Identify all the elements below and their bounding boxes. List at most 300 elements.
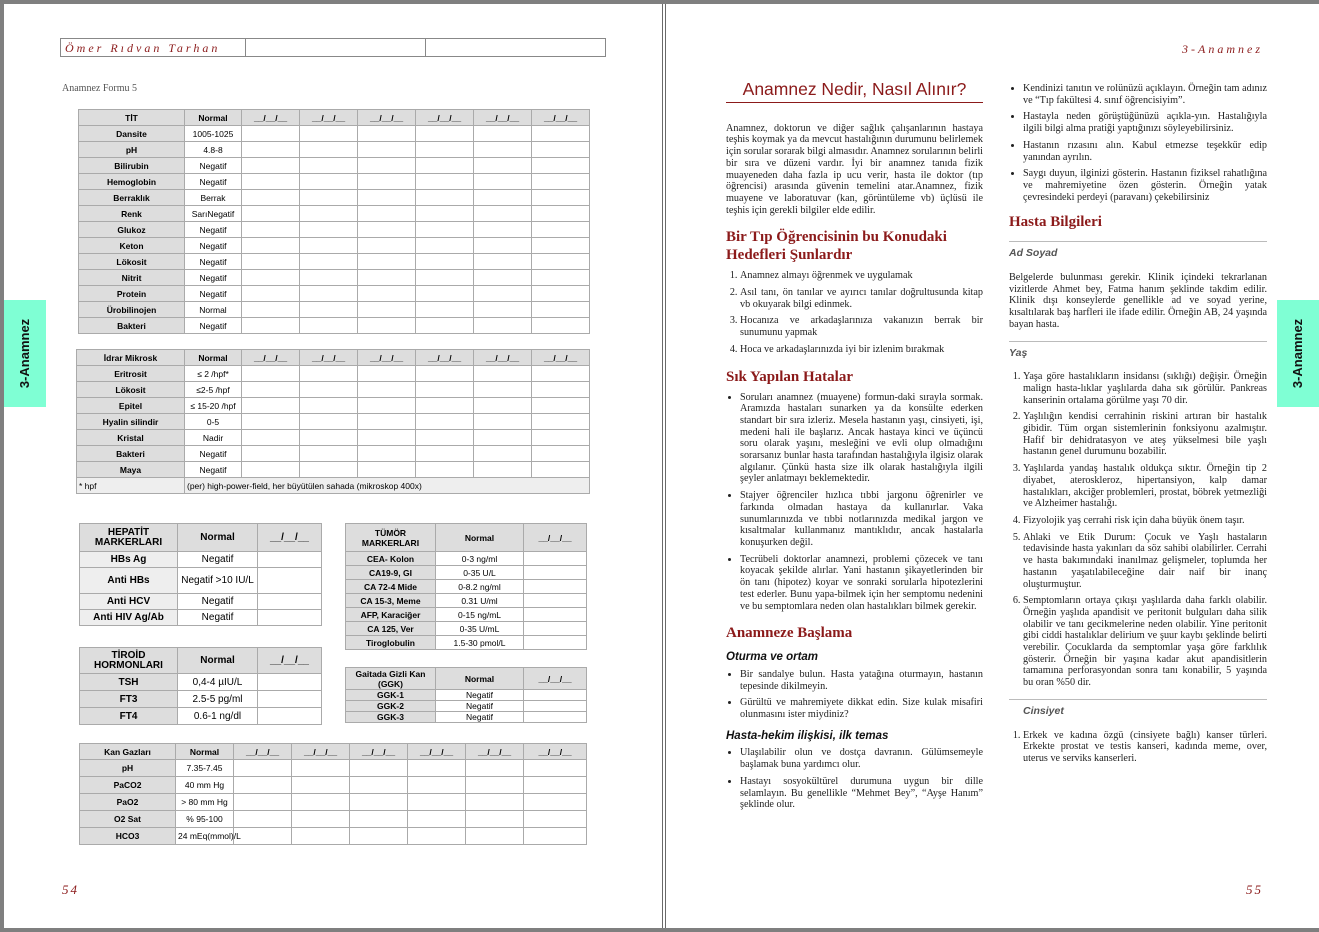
sitting-heading: Oturma ve ortam [726, 651, 819, 664]
date-cell [242, 158, 300, 174]
table-row [80, 568, 322, 594]
date-cell [532, 318, 590, 334]
date-cell [300, 286, 358, 302]
row-label: Epitel [77, 398, 185, 414]
date-column-header: __/__/__ [358, 350, 416, 366]
row-label: AFP, Karaciğer [346, 608, 436, 622]
row-label: TSH [80, 674, 178, 691]
table-row [77, 366, 590, 382]
date-cell [258, 674, 322, 691]
date-cell [292, 760, 350, 777]
page-title: Anamnez Nedir, Nasıl Alınır? [726, 80, 983, 103]
date-cell [474, 446, 532, 462]
date-cell [358, 462, 416, 478]
table-header-label: TÜMÖR MARKERLARI [346, 524, 436, 552]
date-cell [474, 286, 532, 302]
table-header-label: HEPATİT MARKERLARI [80, 524, 178, 552]
date-cell [234, 828, 292, 845]
table-row [77, 446, 590, 462]
date-cell [300, 382, 358, 398]
list-item: • Hastanın rızasını alın. Kabul etmezse teşekkür edip yanından ayrılın. [1023, 140, 1267, 163]
goals-list [726, 270, 983, 355]
date-column-header: __/__/__ [416, 350, 474, 366]
date-cell [474, 174, 532, 190]
row-label: HCO3 [80, 828, 176, 845]
start-heading: Anamneze Başlama [726, 625, 853, 642]
row-label: Bakteri [77, 446, 185, 462]
row-normal-value: Negatif [185, 270, 242, 286]
date-cell [474, 462, 532, 478]
table-row [80, 674, 322, 691]
date-cell [524, 552, 587, 566]
row-label: CA 72-4 Mide [346, 580, 436, 594]
date-cell [532, 302, 590, 318]
tiroid-table [79, 647, 322, 725]
date-cell [474, 414, 532, 430]
list-item: 5. Ahlaki ve Etik Durum: Çocuk ve Yaşlı hastaların tedavisinde hasta yakınları da söz sahibi olabilirler. Cerrahi ve hasta bakımındaki inanılmaz gelişmeler, toplumda her hastanın yaşatılabileceğine dair naif bir inanç oluşturmuştur. [1023, 532, 1267, 591]
date-cell [474, 254, 532, 270]
date-column-header: __/__/__ [532, 110, 590, 126]
row-label: FT4 [80, 708, 178, 725]
text-column-2 [1009, 83, 1267, 770]
row-normal-value: 0-3 ng/ml [436, 552, 524, 566]
list-item: 2. Yaşlılığın kendisi cerrahinin riskini artıran bir hastalık gibidir. Tüm organ sistemlerinin fonksiyonu azalmıştır. Hafif bir dehidratasyon ve ateş yükselmesi bile yaşlı hastanın genel durumunu bozabilir. [1023, 411, 1267, 458]
row-normal-value: SarıNegatif [185, 206, 242, 222]
list-item: 6. Semptomların ortaya çıkışı yaşlılarda daha farklı olabilir. Örneğin yaşlıda apandisit ve peritonit bulguları daha silik olabilir ve tanı gecikmelerine neden olabilir. Yine peritonit gibi ciddi hastalıklar delirium ve şuur kaybı şeklinde belirti verebilir. Çocuklarda da semptomlar yaşa göre farklılık gösterir. Örneğin bir yaşına kadar akut apandisitlerin tamamına perforasyondan sonra tanı konabilir, 5 yaşında bu oran %50 dir. [1023, 595, 1267, 689]
row-label: PaO2 [80, 794, 176, 811]
row-label: CA19-9, GI [346, 566, 436, 580]
date-cell [466, 777, 524, 794]
date-column-header: __/__/__ [350, 744, 408, 760]
table-row [79, 286, 590, 302]
list-item: • Tecrübeli doktorlar anamnezi, problemi çözecek ve tanı koyacak şekilde alırlar. Yani hastanın şikayetlerinden bir ön tanı (hipotez) koyar ve sonraki sorularla hipotezlerini test ederler. Bunu yapa-bilmek için her semptomu nedenini ve bu semptomlara neden olan hastalıkları bilmek gerekir. [740, 554, 983, 613]
date-cell [300, 190, 358, 206]
tit-table [78, 109, 590, 334]
date-cell [242, 366, 300, 382]
date-cell [234, 811, 292, 828]
row-normal-value: Negatif [178, 594, 258, 610]
header-cell [246, 39, 426, 56]
row-normal-value: % 95-100 [176, 811, 234, 828]
date-column-header: __/__/__ [242, 110, 300, 126]
date-cell [258, 691, 322, 708]
author-name: Ömer Rıdvan Tarhan [61, 39, 246, 56]
row-normal-value: Negatif >10 IU/L [178, 568, 258, 594]
date-cell [416, 190, 474, 206]
relation-list-continued [1009, 83, 1267, 203]
table-row [79, 318, 590, 334]
left-page [4, 4, 663, 928]
list-item: • Soruları anamnez (muayene) formun-daki sırayla sormak. Aramızda hastaları sunarken ya da konsülte ederken standart bir sıra izleriz. Mesela hastanın yaşı, cinsiyeti, işi, medeni hali ile başlarız. Ancak hastaya kinci ve üçüncü soru olarak yaşını, mesleğini ve evli olup olmadığını sorarsanız bunlar hasta tarafından hastalığıyla ilgisiz olarak algılanır. Çünkü hasta size ilk olarak hastalığıyla ilgili şeyler anlatmayı beklemektedir. [740, 392, 983, 486]
date-cell [524, 811, 587, 828]
date-cell [300, 126, 358, 142]
table-row [80, 811, 587, 828]
row-label: CA 125, Ver [346, 622, 436, 636]
list-item: • Bir sandalye bulun. Hasta yatağına oturmayın, hastanın tepesinde dikilmeyin. [740, 669, 983, 692]
list-item: 1. Erkek ve kadına özgü (cinsiyete bağlı) kanser türleri. Erkekte prostat ve testis kanseri, kadında meme, over, uterus ve serviks kanserleri. [1023, 730, 1267, 765]
date-cell [358, 286, 416, 302]
table-row [346, 636, 587, 650]
date-cell [242, 190, 300, 206]
table-row [346, 552, 587, 566]
date-cell [416, 174, 474, 190]
date-cell [532, 158, 590, 174]
date-cell [358, 238, 416, 254]
row-normal-value: Negatif [178, 610, 258, 626]
date-column-header: __/__/__ [416, 110, 474, 126]
row-label: CEA- Kolon [346, 552, 436, 566]
date-cell [350, 777, 408, 794]
table-row [346, 622, 587, 636]
table-header-label: Kan Gazları [80, 744, 176, 760]
table-row [80, 794, 587, 811]
row-label: Keton [79, 238, 185, 254]
date-cell [416, 222, 474, 238]
date-cell [358, 158, 416, 174]
list-item: • Hastayla neden görüştüğünüzü açıkla-yın. Hastalığıyla ilgili bilgi alma pratiği yaptığınızı söyleyebilirsiniz. [1023, 111, 1267, 134]
date-cell [358, 302, 416, 318]
table-row [77, 414, 590, 430]
date-cell [358, 398, 416, 414]
date-cell [532, 222, 590, 238]
tumor-table [345, 523, 587, 650]
kan-gazlari-table [79, 743, 587, 845]
row-normal-value: Negatif [436, 690, 524, 701]
table-row [77, 398, 590, 414]
table-row [79, 174, 590, 190]
date-cell [416, 366, 474, 382]
row-normal-value: Negatif [436, 712, 524, 723]
date-cell [258, 708, 322, 725]
row-normal-value: Negatif [185, 174, 242, 190]
date-cell [300, 238, 358, 254]
date-cell [358, 414, 416, 430]
date-cell [300, 302, 358, 318]
date-column-header: __/__/__ [258, 524, 322, 552]
page-number: 54 [62, 882, 79, 897]
row-label: Tiroglobulin [346, 636, 436, 650]
date-cell [474, 318, 532, 334]
date-cell [474, 238, 532, 254]
date-cell [466, 828, 524, 845]
date-cell [358, 126, 416, 142]
date-cell [358, 206, 416, 222]
date-cell [532, 254, 590, 270]
row-normal-value: 40 mm Hg [176, 777, 234, 794]
date-cell [350, 811, 408, 828]
date-cell [408, 828, 466, 845]
row-normal-value: Negatif [436, 701, 524, 712]
date-cell [416, 382, 474, 398]
age-list [1009, 371, 1267, 689]
date-cell [300, 270, 358, 286]
date-cell [524, 794, 587, 811]
errors-heading: Sık Yapılan Hatalar [726, 368, 853, 385]
date-cell [242, 286, 300, 302]
date-cell [416, 254, 474, 270]
date-cell [242, 174, 300, 190]
date-cell [532, 414, 590, 430]
date-cell [416, 398, 474, 414]
row-label: Nitrit [79, 270, 185, 286]
date-cell [358, 446, 416, 462]
table-header-label: TİT [79, 110, 185, 126]
date-cell [300, 462, 358, 478]
date-cell [416, 302, 474, 318]
date-cell [292, 794, 350, 811]
list-item: 1. Yaşa göre hastalıkların insidansı (sıklığı) değişir. Örneğin malign hasta-lıklar yaşlılarda daha sık görülür. Pankreas kanserinin ortalama görülme yaşı 70 dir. [1023, 371, 1267, 406]
date-cell [358, 190, 416, 206]
date-column-header: __/__/__ [258, 648, 322, 674]
date-column-header: __/__/__ [408, 744, 466, 760]
date-cell [532, 430, 590, 446]
date-cell [532, 398, 590, 414]
table-row [346, 580, 587, 594]
running-header: 3-Anamnez [1182, 42, 1263, 56]
date-cell [532, 174, 590, 190]
date-cell [532, 462, 590, 478]
date-column-header: __/__/__ [524, 524, 587, 552]
date-cell [524, 712, 587, 723]
row-normal-value: Normal [185, 302, 242, 318]
row-label: Anti HCV [80, 594, 178, 610]
table-row [80, 708, 322, 725]
date-cell [474, 430, 532, 446]
date-cell [258, 552, 322, 568]
table-header-normal: Normal [178, 524, 258, 552]
date-cell [408, 760, 466, 777]
text-column-1 [726, 80, 983, 816]
row-label: Glukoz [79, 222, 185, 238]
list-item: 3. Hocanıza ve arkadaşlarınıza vakanızın berrak bir sunumunu yapmak [740, 315, 983, 338]
date-cell [358, 382, 416, 398]
date-cell [300, 254, 358, 270]
date-cell [532, 270, 590, 286]
date-cell [242, 318, 300, 334]
date-cell [234, 760, 292, 777]
date-cell [242, 382, 300, 398]
date-column-header: __/__/__ [292, 744, 350, 760]
row-label: Lökosit [77, 382, 185, 398]
header-box [60, 38, 606, 57]
date-cell [300, 222, 358, 238]
date-cell [532, 126, 590, 142]
row-label: O2 Sat [80, 811, 176, 828]
date-column-header: __/__/__ [474, 350, 532, 366]
row-label: PaCO2 [80, 777, 176, 794]
table-header-normal: Normal [436, 524, 524, 552]
errors-list [726, 392, 983, 613]
table-row [80, 777, 587, 794]
date-cell [408, 794, 466, 811]
date-cell [524, 636, 587, 650]
table-row [79, 302, 590, 318]
side-tab-label: 3-Anamnez [17, 318, 33, 389]
table-note-row [77, 478, 590, 494]
table-row [80, 828, 587, 845]
date-cell [350, 794, 408, 811]
table-header-label: TİROİD HORMONLARI [80, 648, 178, 674]
date-cell [474, 366, 532, 382]
table-row [346, 712, 587, 723]
date-cell [242, 238, 300, 254]
date-cell [474, 302, 532, 318]
date-cell [524, 622, 587, 636]
date-cell [242, 430, 300, 446]
date-cell [416, 142, 474, 158]
date-cell [242, 270, 300, 286]
date-cell [358, 318, 416, 334]
date-cell [416, 158, 474, 174]
row-normal-value: Negatif [185, 286, 242, 302]
date-cell [524, 760, 587, 777]
table-row [80, 760, 587, 777]
note-text: (per) high-power-field, her büyütülen sahada (mikroskop 400x) [185, 478, 590, 494]
table-header-normal: Normal [436, 668, 524, 690]
gender-heading: Cinsiyet [1009, 699, 1267, 718]
date-cell [300, 206, 358, 222]
list-item: • Hastayı sosyokültürel durumuna uygun bir dille selamlayın. Bu genellikle “Mehmet Bey”, “Ayşe Hanım” şeklinde olur. [740, 776, 983, 811]
goals-heading: Bir Tıp Öğrencisinin bu Konudaki Hedefleri Şunlardır [726, 229, 947, 264]
date-cell [258, 594, 322, 610]
table-header-label: İdrar Mikrosk [77, 350, 185, 366]
date-cell [242, 414, 300, 430]
row-label: Bakteri [79, 318, 185, 334]
date-cell [300, 366, 358, 382]
row-label: Ürobilinojen [79, 302, 185, 318]
date-cell [416, 462, 474, 478]
row-label: Hemoglobin [79, 174, 185, 190]
date-cell [524, 594, 587, 608]
date-cell [466, 760, 524, 777]
table-row [79, 206, 590, 222]
gaita-table [345, 667, 587, 723]
row-label: Anti HBs [80, 568, 178, 594]
date-cell [532, 382, 590, 398]
date-cell [242, 142, 300, 158]
row-label: pH [80, 760, 176, 777]
row-label: Bilirubin [79, 158, 185, 174]
row-normal-value: Negatif [185, 318, 242, 334]
date-column-header: __/__/__ [524, 744, 587, 760]
date-cell [358, 142, 416, 158]
list-item: 1. Anamnez almayı öğrenmek ve uygulamak [740, 270, 983, 282]
row-label: Protein [79, 286, 185, 302]
list-item: • Kendinizi tanıtın ve rolünüzü açıklayın. Örneğin tam adınız ve “Tıp fakültesi 4. sınıf öğrencisiyim”. [1023, 83, 1267, 106]
list-item: 2. Asıl tanı, ön tanılar ve ayırıcı tanılar doğrultusunda kitap vb okuyarak bilgi edinmek. [740, 287, 983, 310]
row-normal-value: 0-35 U/mL [436, 622, 524, 636]
date-cell [474, 270, 532, 286]
date-cell [358, 174, 416, 190]
sitting-list [726, 669, 983, 721]
date-cell [474, 222, 532, 238]
date-column-header: __/__/__ [242, 350, 300, 366]
date-cell [416, 126, 474, 142]
date-cell [258, 610, 322, 626]
date-cell [524, 690, 587, 701]
table-row [79, 222, 590, 238]
row-label: GGK-3 [346, 712, 436, 723]
date-cell [474, 206, 532, 222]
row-label: FT3 [80, 691, 178, 708]
row-label: Maya [77, 462, 185, 478]
date-cell [242, 254, 300, 270]
table-row [346, 690, 587, 701]
patient-info-heading: Hasta Bilgileri [1009, 214, 1102, 231]
side-tab [1277, 300, 1319, 407]
row-normal-value: 0-8.2 ng/ml [436, 580, 524, 594]
date-column-header: __/__/__ [300, 110, 358, 126]
row-normal-value: Negatif [185, 158, 242, 174]
date-cell [532, 238, 590, 254]
list-item: • Saygı duyun, ilginizi gösterin. Hastanın fiziksel rahatlığına ve mahremiyetine özen gösterin. Örneğin yatak çevresindeki perdeyi (paravanı) çekebilirsiniz [1023, 168, 1267, 203]
table-row [79, 238, 590, 254]
side-tab-label: 3-Anamnez [1290, 318, 1306, 389]
list-item: 3. Yaşlılarda yandaş hastalık oldukça sıktır. Örneğin tip 2 diyabet, ateroskleroz, hipertansiyon, kalp damar hastalıkları, akciğer problemleri, prostat, böbrek yetmezliği ve Alzheimer hastalığı. [1023, 463, 1267, 510]
date-column-header: __/__/__ [474, 110, 532, 126]
row-label: pH [79, 142, 185, 158]
date-column-header: __/__/__ [234, 744, 292, 760]
date-cell [358, 430, 416, 446]
date-cell [300, 174, 358, 190]
date-column-header: __/__/__ [532, 350, 590, 366]
date-cell [532, 142, 590, 158]
date-cell [300, 414, 358, 430]
table-row [346, 594, 587, 608]
date-cell [524, 608, 587, 622]
list-item: 4. Fizyolojik yaş cerrahi risk için daha büyük önem taşır. [1023, 515, 1267, 527]
date-cell [358, 254, 416, 270]
date-cell [300, 142, 358, 158]
row-label: Renk [79, 206, 185, 222]
table-row [77, 462, 590, 478]
date-cell [474, 398, 532, 414]
row-label: Dansite [79, 126, 185, 142]
date-column-header: __/__/__ [358, 110, 416, 126]
note-label: * hpf [77, 478, 185, 494]
date-cell [466, 811, 524, 828]
date-cell [416, 446, 474, 462]
list-item: • Ulaşılabilir olun ve dostça davranın. Gülümsemeyle başlamak buna yardımcı olur. [740, 747, 983, 770]
date-cell [524, 580, 587, 594]
row-normal-value: 4.8-8 [185, 142, 242, 158]
date-cell [358, 222, 416, 238]
row-label: CA 15-3, Meme [346, 594, 436, 608]
date-cell [300, 430, 358, 446]
date-cell [416, 430, 474, 446]
date-cell [524, 777, 587, 794]
date-cell [466, 794, 524, 811]
date-cell [292, 811, 350, 828]
date-cell [532, 446, 590, 462]
row-label: HBs Ag [80, 552, 178, 568]
age-heading: Yaş [1009, 341, 1267, 360]
date-cell [242, 462, 300, 478]
date-cell [350, 760, 408, 777]
table-row [79, 142, 590, 158]
date-column-header: __/__/__ [466, 744, 524, 760]
date-cell [524, 701, 587, 712]
date-cell [416, 318, 474, 334]
row-normal-value: 2.5-5 pg/ml [178, 691, 258, 708]
date-cell [532, 286, 590, 302]
row-normal-value: Negatif [185, 462, 242, 478]
row-normal-value: 0-35 U/L [436, 566, 524, 580]
date-cell [300, 318, 358, 334]
table-row [79, 254, 590, 270]
date-cell [416, 270, 474, 286]
row-normal-value: 7.35-7.45 [176, 760, 234, 777]
